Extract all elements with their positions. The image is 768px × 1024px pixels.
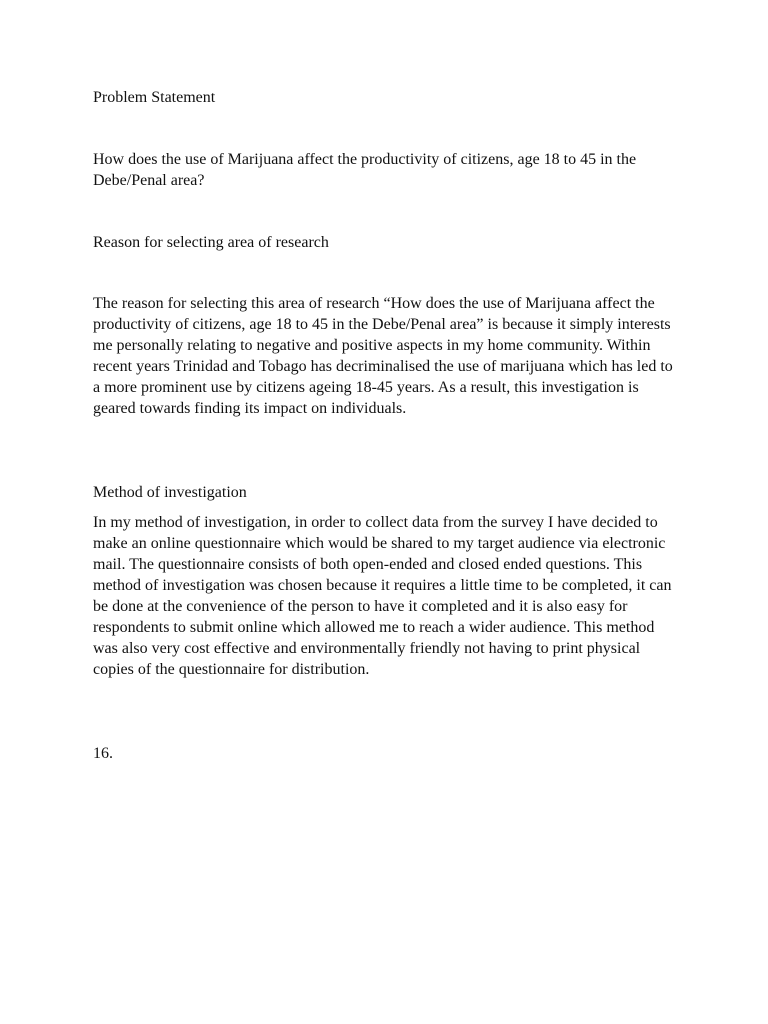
problem-statement-question: How does the use of Marijuana affect the productivity of citizens, age 18 to 45 in the Debe/Penal area? <box>93 151 637 189</box>
page-number: 16. <box>93 745 113 762</box>
problem-statement-heading: Problem Statement <box>93 89 216 106</box>
reason-paragraph: The reason for selecting this area of research “How does the use of Marijuana affect the productivity of citizens, age 18 to 45 in the Debe/Penal area” is because it simply interests me personally relating to negative and positive aspects in my home community. Within recent years Trinidad and Tobago has decriminalised the use of marijuana which has led to a more prominent use by citizens ageing 18-45 years. As a result, this investigation is geared towards finding its impact on individuals. <box>93 295 673 417</box>
method-heading: Method of investigation <box>93 484 247 501</box>
method-paragraph: In my method of investigation, in order to collect data from the survey I have decided to make an online questionnaire which would be shared to my target audience via electronic mail. The questionnaire consists of both open-ended and closed ended questions. This method of investigation was chosen because it requires a little time to be completed, it can be done at the convenience of the person to have it completed and it is also easy for respondents to submit online which allowed me to reach a wider audience. This method was also very cost effective and environmentally friendly not having to print physical copies of the questionnaire for distribution. <box>93 514 672 678</box>
reason-heading: Reason for selecting area of research <box>93 234 329 251</box>
